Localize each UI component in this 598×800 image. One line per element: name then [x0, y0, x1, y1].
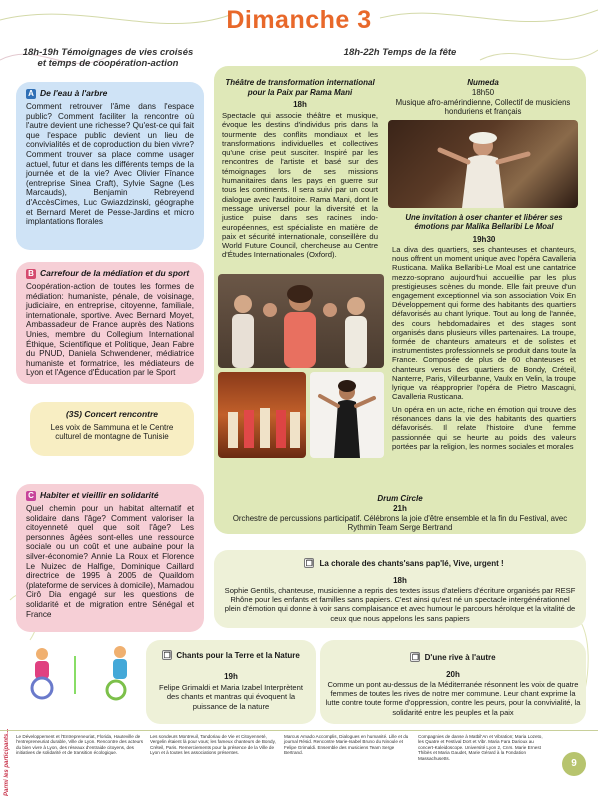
rive-text: Comme un pont au-dessus de la Méditerranée résonnent les voix de quatre femmes de toutes les rives de notre mer commune. Leur chant exprime la lutte contre toute forme d'oppression, contre les peurs, pour la convivialité, la solidarité entre les peuples et la paix [325, 680, 581, 717]
footer-divider [0, 730, 598, 731]
soloist-photo [310, 372, 384, 458]
session-c-title: Habiter et vieillir en solidarité [40, 490, 159, 501]
session-a-title: De l'eau à l'arbre [40, 88, 108, 99]
theatre-text: Spectacle qui associe théâtre et musique, évoque les destins d'individus pris dans la tourmente des conflits mondiaux et les transformations individuelles et collectives qu'une crise peut susciter. Inspiré par les rencontres de l'artiste et basé sur des témoignages lors de ses missions humanitaires dans les pays en guerre sur tous les continents. Il sera suivi par un court dialogue avec l'auditoire. Rama Mani, dont le message universel pour la diversité et la justice puise dans ses racines indo-européennes, est spécialiste en matière de paix et sécurité internationale, conseillère du World Future Council, chercheuse au Centre d'Études Internationales (Oxford). [222, 111, 378, 260]
chorale-icon: ❒ [305, 559, 313, 568]
letter-a-badge: A [26, 89, 36, 99]
session-c-heading [26, 491, 194, 501]
letter-b-badge: B [26, 269, 36, 279]
session-a-box [16, 82, 204, 250]
invitation-text-2: Un opéra en un acte, riche en émotion qui trouve des résonances dans la vie des habitants des quartiers défavorisés. Il relate l'histoire d'une femme passionnée qui se heurte au poids des valeurs portées par la religion, les normes sociales et morales [392, 405, 576, 451]
chorale-text: Sophie Gentils, chanteuse, musicienne a repris des textes issus d'ateliers d'écriture organisés par RESF Rhône pour les enfants et familles sans papiers. C'est ainsi qu'est né un spectacle intergénérationnel plein d'émotion qui donne à voir sans complaisance et avec humour le parcours héroïque et la vitalité de ceux que nous appelons les sans papiers [224, 586, 576, 623]
rive-heading [330, 652, 576, 662]
concert-box [30, 402, 194, 456]
chorale-title: La chorale des chants'sans pap'lé, Vive, urgent ! [319, 559, 504, 568]
footer-col-1: Le Développement et l'Entrepreneuriat, Florida, Hauteville de l'entrepreneuriat durable, Ville de Lyon. Rencontre des acteurs du bien vivre à Lyon, des réseaux d'entraide citoyens, des initiatives de solidarité et de transition écologique. [16, 734, 144, 756]
chants-terre-heading [154, 650, 308, 661]
seniors-illustration [20, 636, 150, 704]
numeda-title: Numeda [467, 78, 499, 87]
chants-terre-icon: ❒ [163, 651, 171, 660]
chants-terre-time: 19h [224, 672, 238, 681]
drum-text: Orchestre de percussions participatif. Célébrons la joie d'être ensemble et la fin du Festival, avec Rythmin Team Serge Bertrand [232, 514, 568, 533]
chorale-time: 18h [393, 576, 407, 585]
session-c-text: Quel chemin pour un habitat alternatif et solidaire dans l'âge? Comment valoriser la citoyenneté quel que soit l'âge? Les personnes âgées sont-elles une ressource sociale ou un coût et une aubaine pour la silver-économie? Annie La Roux et Florence Le Nuizec de Halfige, Dominique Caillard directrice de 1995 à 2005 de Quaildom (plateforme de services à domicile), Mamadou Cirô Dia engagé sur les questions de solidarité et de migration entre Sénégal et France [26, 504, 194, 619]
chorale-heading [244, 558, 564, 568]
numeda-time: 18h50 [471, 88, 495, 97]
right-column-header: 18h-22h Temps de la fête [343, 47, 457, 58]
page-title: Dimanche 3 [226, 6, 372, 34]
invitation-title: Une invitation à oser chanter et libérer ses émotions par Malika Bellaribi Le Moal [405, 213, 563, 232]
rive-time: 20h [446, 670, 460, 679]
session-a-text: Comment retrouver l'âme dans l'espace public? Comment faciliter la rencontre où l'autre devient une richesse? Qu'est-ce qui fait que l'espace public devient un lieu de convivialités et de coproduction du bien vivre? Comment trouver sa place comme usager actuel, futur et dans les différents temps de la journée et de la vie? Avec Olivier Fînance (entreprise Sinea Craft), Sylvie Sagne (Les Marcauds), Benjamin Rebreyend d'AccèsCimes, Luc Gwiazdzinski, géographe et Bernard Meret de Pesse-Jardins et micro implantations florales [26, 102, 194, 227]
concert-heading: (3S) Concert rencontre [65, 409, 159, 419]
page-number: 9 [562, 752, 586, 776]
drum-time: 21h [393, 504, 407, 513]
singer-photo [388, 120, 578, 208]
session-a-heading [26, 89, 194, 99]
choir-figures [218, 274, 384, 368]
theatre-time: 18h [293, 100, 307, 109]
rive-title: D'une rive à l'autre [424, 653, 496, 662]
session-c-box [16, 484, 204, 632]
drum-title: Drum Circle [377, 494, 423, 503]
session-b-title: Carrefour de la médiation et du sport [40, 268, 190, 279]
singer-figure [388, 120, 578, 208]
chants-terre-text: Felipe Grimaldi et Maria Izabel Interprètent des chants et mantras qui évoquent la puissance de la nature [159, 683, 303, 711]
letter-c-badge: C [26, 491, 36, 501]
session-b-box [16, 262, 204, 384]
session-b-heading [26, 269, 194, 279]
footer-col-2: Les sondeurs Montreuil, Tandoriau de Vie et Citoyenneté, Vergelin étaient là pour vous; les fameux chanteurs de Bondy, Créteil, Paris. Remerciements pour la présence de la Ville de Lyon et à toutes les associations présentes. [150, 734, 276, 756]
rive-icon: ❒ [411, 653, 419, 662]
choir-photo [218, 274, 384, 368]
footer-side-label: Parmi les participants... [4, 728, 10, 796]
left-column-header: 18h-19h Témoignages de vies croisés et temps de coopération-action [22, 47, 194, 69]
invitation-text: La diva des quartiers, ses chanteuses et chanteurs, nous offrent un moment unique avec l'opéra Cavalleria Rusticana. Malika Bellaribi-Le Moal est une cantatrice mezzo-soprano aujourd'hui accueillie par les plus prestigieuses scènes du monde. Elle fait preuve d'un engagement exceptionnel via son association Voix En Développement qui forme des habitants des quartiers défavorisés au chant lyrique. Tout au long de l'année, des cours hebdomadaires et des stages sont organisés dans plusieurs villes partenaires. La troupe, formée de chanteurs amateurs et de solistes et instrumentistes professionnels se produit dans toute la France. Composée de plus de 60 chanteuses et chanteurs venus des quartiers de Bondy, Créteil, Nanterre, Paris, Villeurbanne, Vaulx en Velin, la troupe lyrique va réapproprier l'opéra de Pietro Mascagni, Cavalleria Rusticana. [392, 245, 576, 402]
stage-photo [218, 372, 306, 458]
session-b-text: Coopération-action de toutes les formes de médiation: humaniste, pénale, de voisinage, judiciaire, en entreprise, citoyenne, familiale, internationale, sportive. Avec Bernard Moyet, Ambassadeur de France auprès des Nations Unies, membre du Collegium International Éthique, Scientifique et Politique, Jean Fabre du PNUD, Daniela Schwendener, médiatrice humaniste et formatrice, les médiateurs de Lyon et l'Agence d'Éducation par le Sport [26, 282, 194, 378]
stage-figures [218, 372, 306, 458]
footer-col-3: Marcus Amado Accomplis, Dialogues en humanité. Lille et du journal Résid. Rencontre Marie-Isabel Bruno du Ninoule et Felipe Grimaldi. Ensemble des musiciens Team Serge Bertrand. [284, 734, 409, 756]
invitation-time: 19h30 [472, 235, 496, 244]
concert-text: Les voix de Sammuna et le Centre culturel de montagne de Tunisie [50, 422, 174, 442]
numeda-text: Musique afro-amérindienne, Collectif de musiciens honduriens et français [395, 98, 571, 117]
soloist-figure [310, 372, 384, 458]
theatre-title: Théâtre de transformation international pour la Paix par Rama Mani [225, 78, 375, 97]
chants-terre-title: Chants pour la Terre et la Nature [176, 651, 300, 660]
footer-col-4: Compagnies de danse à Matbil'An et Vibration; Maria Lozeto, les Quatre et Festival Dort et Vibr. Maria Fara Darioux au concert-Kaleidoscope. Université Lyon 2, Cnrs. Marie Ernest Thibès et Maria Gaudet, Marie Gérard à la Fondation Massachusetts. [418, 734, 543, 761]
